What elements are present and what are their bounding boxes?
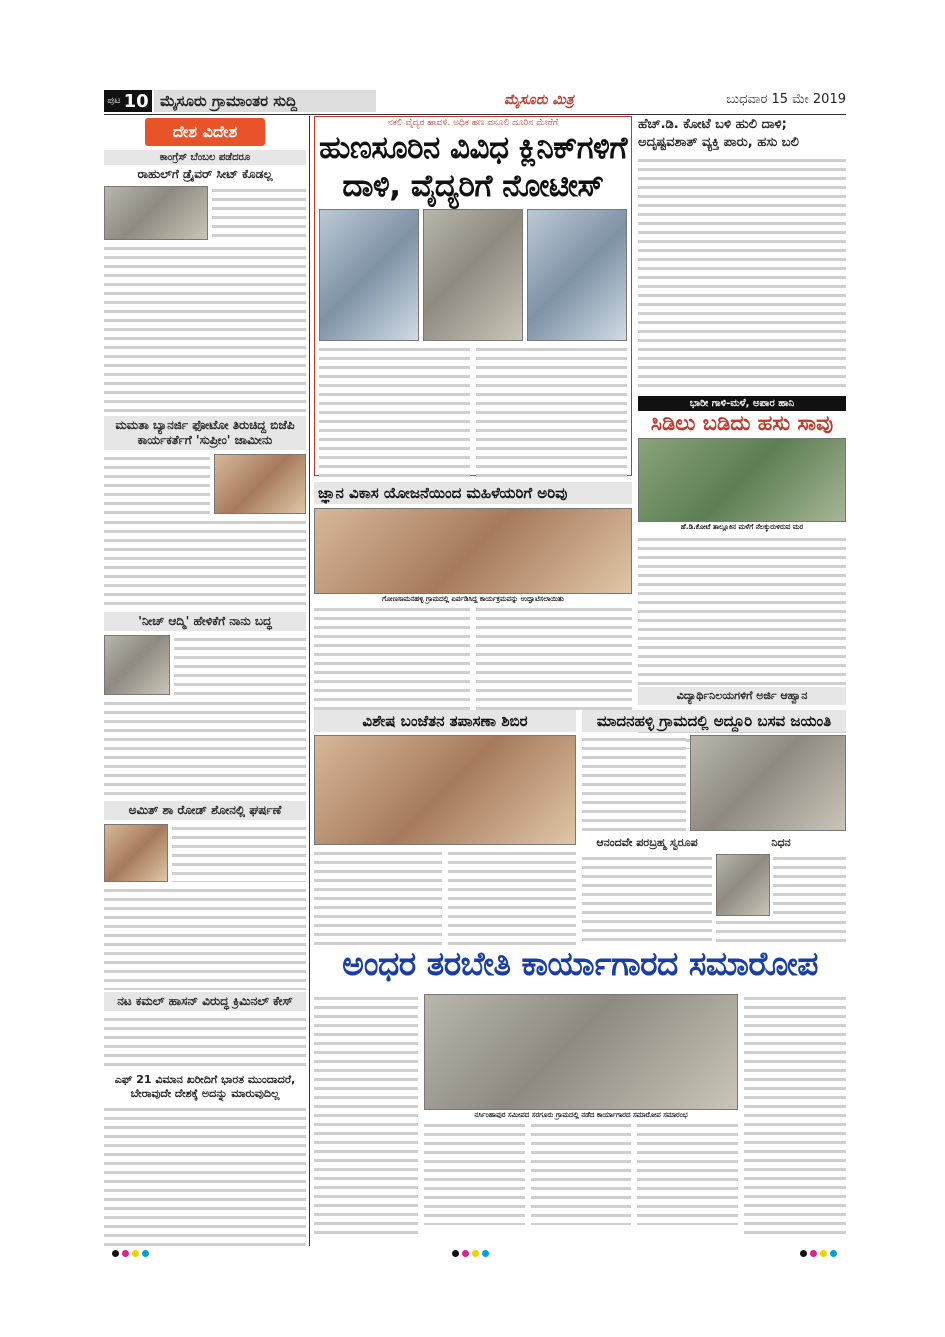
mid-story <box>314 482 632 713</box>
story-kicker: ಭಾರೀ ಗಾಳಿ-ಮಳೆ, ಅಪಾರ ಹಾನಿ <box>638 396 846 411</box>
jnana-vikasa-headline: ಜ್ಞಾನ ವಿಕಾಸ ಯೋಜನೆಯಿಂದ ಮಹಿಳೆಯರಿಗೆ ಅರಿವು <box>314 482 632 504</box>
lead-photo <box>423 209 523 341</box>
world-news-column <box>104 116 306 1248</box>
story-text <box>174 635 306 695</box>
column-rule <box>309 116 310 1246</box>
lead-text <box>319 345 470 477</box>
fallen-tree-photo <box>638 438 846 522</box>
register-dot <box>112 1250 119 1257</box>
story-text <box>448 849 576 945</box>
register-dot <box>122 1250 129 1257</box>
camp-headline: ವಿಶೇಷ ಬಂಜೆತನ ತಪಾಸಣಾ ಶಿಬಿರ <box>314 710 576 732</box>
register-dot <box>482 1250 489 1257</box>
story-text <box>172 824 306 882</box>
lead-text <box>476 345 627 477</box>
story-text <box>104 518 306 610</box>
story-text <box>104 1015 306 1071</box>
issue-date: ಬುಧವಾರ 15 ಮೇ 2019 <box>726 92 846 107</box>
register-dot <box>452 1250 459 1257</box>
register-dot <box>800 1250 807 1257</box>
story-photo <box>104 186 208 240</box>
story-photo <box>104 635 170 695</box>
anandave-headline: ಆನಂದವೇ ಪರಬ್ರಹ್ಮ ಸ್ವರೂಪ <box>596 836 698 849</box>
story-text <box>582 735 686 831</box>
masthead <box>104 88 846 114</box>
story-headline: ಎಫ್ 21 ವಿಮಾನ ಖರೀದಿಗೆ ಭಾರತ ಮುಂದಾದರೆ, ಬೇರಾವುದೇ ದೇಶಕ್ಕೆ ಅದನ್ನು ಮಾರುವುದಿಲ್ಲ <box>114 1073 296 1100</box>
lightning-headline: ಸಿಡಿಲು ಬಡಿದು ಹಸು ಸಾವು <box>650 411 834 435</box>
photo-caption: ಹೆ.ಡಿ.ಕೋಟೆ ತಾಲ್ಲೂಕಿನ ಮಳೆಗೆ ನೆಲಕ್ಕುರುಳಿರುವ ಮರ <box>680 523 804 531</box>
story-text <box>424 1121 525 1225</box>
basava-photo <box>690 735 846 831</box>
obituary-photo <box>716 854 770 916</box>
story-text <box>314 994 418 1234</box>
story-text <box>744 994 846 1234</box>
story-text <box>212 186 306 240</box>
event-photo <box>314 508 632 594</box>
masthead-rule <box>104 114 846 115</box>
camp-story <box>314 710 576 945</box>
basava-headline: ಮಾದನಹಳ್ಳಿ ಗ್ರಾಮದಲ್ಲಿ ಅದ್ದೂರಿ ಬಸವ ಜಯಂತಿ <box>582 710 846 732</box>
register-marks <box>800 1250 837 1257</box>
story-text <box>104 244 306 414</box>
register-dot <box>132 1250 139 1257</box>
story-text <box>104 454 210 514</box>
basava-story <box>582 710 846 948</box>
hostel-headline: ವಿದ್ಯಾರ್ಥಿನಿಲಯಗಳಿಗೆ ಅರ್ಜಿ ಆಹ್ವಾನ <box>638 687 846 705</box>
story-headline: ರಾಹುಲ್‌ಗೆ ಡ್ರೈವರ್ ಸೀಟ್ ಕೊಡಲ್ಲ <box>137 167 273 181</box>
page-label: ಪುಟ <box>107 96 121 106</box>
page-number-badge <box>104 90 152 112</box>
story-text <box>314 605 470 713</box>
tiger-attack-headline: ಹೆಚ್.ಡಿ. ಕೋಟೆ ಬಳಿ ಹುಲಿ ದಾಳಿ; ಅದೃಷ್ಟವಶಾತ್ ವ್ಯಕ್ತಿ ಪಾರು, ಹಸು ಬಲಿ <box>638 117 799 150</box>
register-dot <box>462 1250 469 1257</box>
lead-photo <box>319 209 419 341</box>
story-text <box>638 535 846 685</box>
story-text <box>638 156 846 392</box>
story-text <box>104 699 306 799</box>
lead-headline-line2: ದಾಳಿ, ವೈದ್ಯರಿಗೆ ನೋಟೀಸ್ <box>342 168 604 204</box>
paper-logo: ಮೈಸೂರು ಮಿತ್ರ <box>504 92 574 108</box>
register-marks <box>452 1250 489 1257</box>
story-headline: ಅಮಿತ್ ಶಾ ರೋಡ್ ಶೋನಲ್ಲಿ ಘರ್ಷಣೆ <box>104 801 306 820</box>
lead-kicker: ನಕಲಿ ವೈದ್ಯರ ಹಾವಳಿ. ಅಧಿಕ ಹಣ ವಸೂಲಿ ದೂರಿನ ಮೇರೆಗೆ <box>387 118 559 128</box>
section-banner: ದೇಶ ವಿದೇಶ <box>145 118 265 146</box>
register-dot <box>472 1250 479 1257</box>
story-photo <box>104 824 168 882</box>
register-dot <box>142 1250 149 1257</box>
story-text <box>104 886 306 990</box>
page-number: 10 <box>123 90 149 112</box>
story-kicker: ಕಾಂಗ್ರೆಸ್ ಬೆಂಬಲ ಪಡೆದರೂ <box>104 150 306 165</box>
right-column <box>638 116 846 749</box>
newspaper-page <box>104 88 846 1260</box>
lead-headline <box>315 129 631 205</box>
story-text <box>637 1121 738 1225</box>
story-text <box>104 1105 306 1251</box>
bottom-headline: ಅಂಧರ ತರಬೇತಿ ಕಾರ್ಯಾಗಾರದ ಸಮಾರೋಪ <box>342 944 818 983</box>
story-text <box>531 1121 632 1225</box>
story-text <box>582 854 712 946</box>
register-dot <box>810 1250 817 1257</box>
story-photo <box>214 454 306 514</box>
lead-headline-line1: ಹುಣಸೂರಿನ ವಿವಿಧ ಕ್ಲಿನಿಕ್‌ಗಳಿಗೆ <box>319 130 627 166</box>
register-marks <box>112 1250 149 1257</box>
register-dot <box>830 1250 837 1257</box>
camp-photo <box>314 735 576 845</box>
section-title: ಮೈಸೂರು ಗ್ರಾಮಾಂತರ ಸುದ್ದಿ <box>154 90 376 112</box>
workshop-photo <box>424 994 738 1110</box>
photo-caption: ಗೋಣಸಾಮನಹಳ್ಳಿ ಗ್ರಾಮದಲ್ಲಿ ಏರ್ಪಡಿಸಿದ್ದ ಕಾರ್ಯಕ್ರಮವನ್ನು ಉದ್ಘಾಟಿಸಲಾಯಿತು <box>382 595 564 603</box>
story-headline: ನಟ ಕಮಲ್ ಹಾಸನ್ ವಿರುದ್ಧ ಕ್ರಿಮಿನಲ್ ಕೇಸ್ <box>104 992 306 1011</box>
photo-caption: ನರ್ಸಿಂಹಾಪುರ ಸಮೀಪದ ಸರಗೂರು ಗ್ರಾಮದಲ್ಲಿ ನಡೆದ ಕಾರ್ಯಾಗಾರದ ಸಮಾರೋಪ ಸಮಾರಂಭ <box>474 1111 688 1119</box>
lead-photo <box>527 209 627 341</box>
story-headline: 'ನೀಚ್ ಆದ್ಮಿ' ಹೇಳಿಕೆಗೆ ನಾನು ಬದ್ಧ <box>104 612 306 631</box>
story-text <box>476 605 632 713</box>
story-text <box>773 854 846 916</box>
register-dot <box>820 1250 827 1257</box>
bottom-story <box>314 994 846 1234</box>
lead-story <box>314 116 632 476</box>
story-text <box>314 849 442 945</box>
story-headline: ಮಮತಾ ಬ್ಯಾನರ್ಜಿ ಫೋಟೋ ತಿರುಚಿದ್ದ ಬಿಜೆಪಿ ಕಾರ್ಯಕರ್ತೆಗೆ 'ಸುಪ್ರೀಂ' ಜಾಮೀನು <box>104 416 306 450</box>
obituary-title: ನಿಧನ <box>771 836 791 849</box>
